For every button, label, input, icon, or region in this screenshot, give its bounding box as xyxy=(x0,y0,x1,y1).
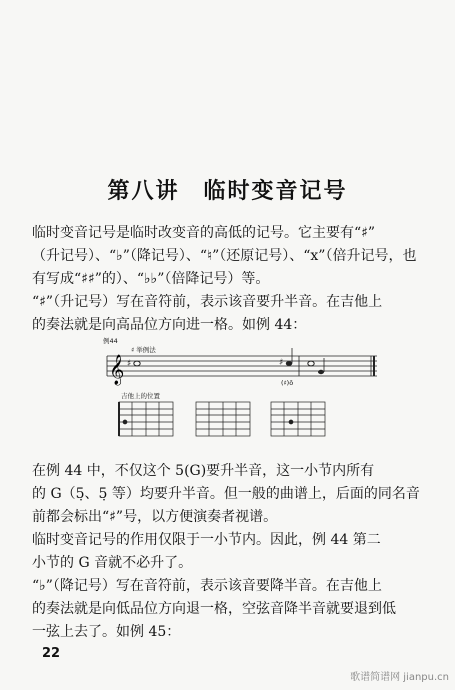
music-staff xyxy=(107,356,377,376)
paragraph-intro xyxy=(32,222,417,291)
chapter-title: 第八讲 临时变音记号 xyxy=(107,178,348,204)
text-line: 在例 44 中，不仅这个 5(G)要升半音，这一小节内所有 xyxy=(32,463,375,479)
paragraph-flat xyxy=(32,575,417,644)
text-line: 临时变音记号是临时改变音的高低的记号。它主要有“♯” xyxy=(32,225,376,241)
text-line: “♭”（降记号）写在音符前，表示该音要降半音。在吉他上 xyxy=(32,578,382,594)
text-line: 的奏法就是向低品位方向退一格，空弦音降半音就要退到低 xyxy=(32,601,396,617)
music-example-figure xyxy=(103,336,379,446)
paragraph-scope xyxy=(32,529,417,575)
text-line: 前都会标出“♯”号，以方便演奏者视谱。 xyxy=(32,509,278,525)
text-line: 一弦上去了。如例 45： xyxy=(32,624,181,640)
text-line: 小节的 G 音就不必升了。 xyxy=(32,555,193,571)
text-line: 的奏法就是向高品位方向进一格。如例 44： xyxy=(32,317,307,333)
example-label: 例44 xyxy=(103,337,118,345)
paragraph-example-explanation xyxy=(32,460,420,529)
annotation-label: ♯ 举例法 xyxy=(131,346,156,354)
svg-text:♯: ♯ xyxy=(127,359,132,369)
page-number: 22 xyxy=(42,646,61,661)
watermark: 歌谱简谱网 jianpu.cn xyxy=(350,672,449,683)
svg-text:♯: ♯ xyxy=(279,358,284,368)
fretboard-position-label: 吉他上的位置 xyxy=(121,392,160,400)
treble-clef-icon: 𝄞 xyxy=(109,355,125,385)
fretboard-diagrams xyxy=(119,402,325,436)
text-line: 临时变音记号的作用仅限于一小节内。因此，例 44 第二 xyxy=(32,532,381,548)
text-line: 的 G（5̣、5̣ 等）均要升半音。但一般的曲谱上，后面的同名音 xyxy=(32,486,420,502)
paragraph-sharp xyxy=(32,291,417,337)
text-line: （升记号）、“♭”（降记号）、“♮”（还原记号）、“x”（倍升记号，也 xyxy=(32,248,417,264)
chord-label: (♯)ō xyxy=(281,379,294,387)
text-line: “♯”（升记号）写在音符前，表示该音要升半音。在吉他上 xyxy=(32,294,383,310)
text-line: 有写成“♯♯”的）、“♭♭”（倍降记号）等。 xyxy=(32,271,270,287)
